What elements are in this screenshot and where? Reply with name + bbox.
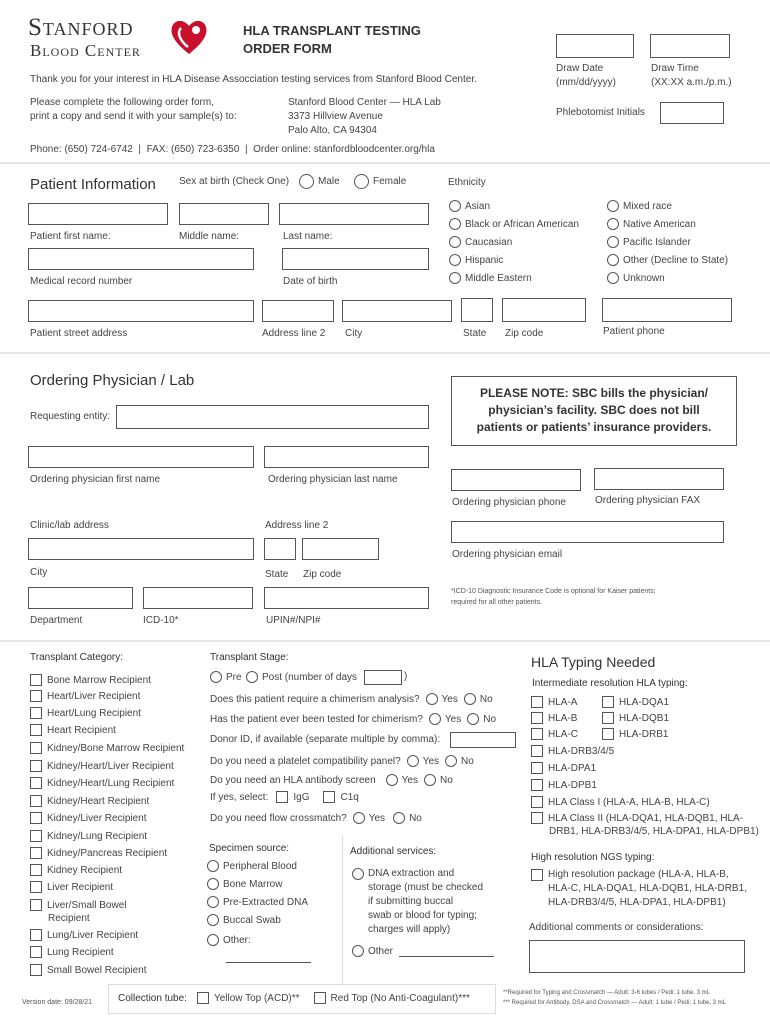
- patient-first-name-label: Patient first name:: [30, 231, 111, 242]
- ethnicity-option: Pacific Islander: [623, 236, 691, 248]
- high-resolution-label: High resolution NGS typing:: [531, 852, 655, 863]
- ethnicity-asian-radio[interactable]: [449, 200, 461, 212]
- heart-logo-icon: [168, 16, 210, 58]
- high-resolution-checkbox[interactable]: [531, 869, 543, 881]
- tube-note-1: **Required for Typing and Crossmatch — Adult: 3-6 tubes / Pedi: 1 tube, 3 mL: [503, 990, 711, 996]
- dna-extraction-radio[interactable]: [352, 868, 364, 880]
- transplant-stage-heading: Transplant Stage:: [210, 652, 289, 663]
- specimen-option: Peripheral Blood: [223, 860, 297, 872]
- typing-checkbox[interactable]: [531, 796, 543, 808]
- specimen-option: Bone Marrow: [223, 878, 283, 890]
- ethnicity-option: Mixed race: [623, 200, 672, 212]
- date-of-birth-label: Date of birth: [283, 276, 338, 287]
- ethnicity-black-radio[interactable]: [449, 218, 461, 230]
- category-label: Small Bowel Recipient: [47, 964, 147, 976]
- if-yes-select-label: If yes, select:: [210, 791, 269, 803]
- physician-last-name-label: Ordering physician last name: [268, 474, 398, 485]
- physician-last-name-input[interactable]: [264, 446, 429, 468]
- no-label: No: [483, 713, 497, 725]
- chimerism-tested-question: Has the patient ever been tested for chimerism?: [210, 713, 423, 725]
- category-checkbox[interactable]: [30, 881, 42, 893]
- sex-female-radio[interactable]: [354, 174, 369, 189]
- physician-email-label: Ordering physician email: [452, 549, 563, 560]
- typing-label: HLA-DRB3/4/5: [548, 745, 615, 757]
- category-label: Kidney/Heart Recipient: [47, 795, 150, 807]
- category-label: Liver Recipient: [47, 881, 114, 893]
- typing-label: HLA-DQB1: [619, 712, 670, 724]
- patient-last-name-label: Last name:: [283, 231, 333, 242]
- draw-time-label: Draw Time: [651, 63, 699, 74]
- form-title: [243, 22, 421, 58]
- yes-label: Yes: [368, 812, 386, 824]
- patient-middle-name-label: Middle name:: [179, 231, 240, 242]
- intermediate-resolution-label: Intermediate resolution HLA typing:: [532, 678, 688, 689]
- igg-checkbox[interactable]: [276, 791, 288, 803]
- patient-city-input[interactable]: [342, 300, 452, 322]
- physician-first-name-label: Ordering physician first name: [30, 474, 161, 485]
- medical-record-number-label: Medical record number: [30, 276, 133, 287]
- yellow-top-label: Yellow Top (ACD)**: [213, 992, 300, 1004]
- lab-address-line3: Palo Alto, CA 94304: [288, 125, 377, 136]
- chimerism-analysis-question: Does this patient require a chimerism analysis?: [210, 693, 420, 705]
- category-label: Kidney/Heart/Lung Recipient: [47, 777, 175, 789]
- upin-npi-input[interactable]: [264, 587, 429, 609]
- flow-no-radio[interactable]: [393, 812, 405, 824]
- clinic-address2-input[interactable]: [264, 538, 296, 560]
- ethnicity-option: Other (Decline to State): [623, 254, 729, 266]
- category-label: Kidney/Lung Recipient: [47, 830, 148, 842]
- hla-typing-heading: HLA Typing Needed: [531, 654, 656, 670]
- yes-label: Yes: [441, 693, 458, 705]
- category-checkbox[interactable]: [30, 929, 42, 941]
- no-label: No: [440, 774, 453, 786]
- physician-email-input[interactable]: [451, 521, 724, 543]
- category-checkbox[interactable]: [30, 707, 42, 719]
- billing-note: [451, 376, 737, 446]
- patient-phone-label: Patient phone: [603, 326, 665, 337]
- no-label: No: [409, 812, 422, 824]
- patient-state-input[interactable]: [461, 298, 493, 322]
- typing-label: HLA-DPB1: [548, 779, 597, 791]
- typing-label: HLA-DPA1: [548, 762, 597, 774]
- platelet-yes-radio[interactable]: [407, 755, 419, 767]
- category-checkbox[interactable]: [30, 964, 42, 976]
- physician-fax-input[interactable]: [594, 468, 724, 490]
- date-of-birth-input[interactable]: [282, 248, 429, 270]
- typing-checkbox[interactable]: [531, 779, 543, 791]
- services-other-radio[interactable]: [352, 945, 364, 957]
- chimerism-tested-no-radio[interactable]: [467, 713, 479, 725]
- phlebotomist-initials-input[interactable]: [660, 102, 724, 124]
- category-checkbox[interactable]: [30, 946, 42, 958]
- typing-class2-continued: DRB1, HLA-DRB3/4/5, HLA-DPA1, HLA-DPB1): [549, 826, 759, 837]
- ethnicity-middle-eastern-radio[interactable]: [449, 272, 461, 284]
- category-label: Kidney/Pancreas Recipient: [47, 847, 168, 859]
- category-checkbox[interactable]: [30, 674, 42, 686]
- no-label: No: [461, 755, 474, 767]
- post-days-close: ): [404, 671, 408, 682]
- logo-text-blood-center: Blood Center: [30, 41, 141, 60]
- c1q-checkbox[interactable]: [323, 791, 335, 803]
- ethnicity-option: Unknown: [623, 272, 665, 284]
- stage-post-label: Post (number of days: [262, 671, 358, 683]
- specimen-source-box: [195, 836, 343, 986]
- lab-address-line2: 3373 Hillview Avenue: [288, 111, 383, 122]
- ethnicity-pacific-islander-radio[interactable]: [607, 236, 619, 248]
- stage-pre-label: Pre: [226, 671, 242, 683]
- physician-first-name-input[interactable]: [28, 446, 254, 468]
- logo-text-stanford: Stanford: [28, 14, 134, 41]
- patient-zip-label: Zip code: [505, 328, 544, 339]
- form-title-line1: HLA TRANSPLANT TESTING: [243, 23, 421, 38]
- specimen-bone-marrow-radio[interactable]: [207, 878, 219, 890]
- patient-city-label: City: [345, 328, 363, 339]
- typing-label: HLA-DQA1: [619, 696, 670, 708]
- specimen-buccal-radio[interactable]: [207, 914, 219, 926]
- high-resolution-line: High resolution package (HLA-A, HLA-B,: [548, 869, 729, 880]
- typing-checkbox[interactable]: [602, 712, 614, 724]
- typing-checkbox[interactable]: [602, 696, 614, 708]
- ethnicity-option: Native American: [623, 218, 696, 230]
- instructions-line2: print a copy and send it with your sample(s) to:: [30, 111, 237, 122]
- category-checkbox[interactable]: [30, 724, 42, 736]
- logo: [28, 14, 213, 64]
- ethnicity-option: Asian: [465, 200, 491, 212]
- typing-checkbox[interactable]: [531, 812, 543, 824]
- department-label: Department: [30, 615, 83, 626]
- antibody-yes-radio[interactable]: [386, 774, 398, 786]
- ethnicity-native-american-radio[interactable]: [607, 218, 619, 230]
- contact-info: Phone: (650) 724-6742 | FAX: (650) 723-6350 | Order online: stanfordbloodcenter.org/hla: [30, 144, 435, 155]
- patient-phone-input[interactable]: [602, 298, 732, 322]
- comments-label: Additional comments or considerations:: [529, 922, 704, 933]
- draw-time-format: (XX:XX a.m./p.m.): [651, 77, 732, 88]
- chimerism-analysis-yes-radio[interactable]: [426, 693, 438, 705]
- donor-id-input[interactable]: [450, 732, 516, 748]
- red-top-label: Red Top (No Anti-Coagulant)***: [330, 992, 470, 1004]
- typing-checkbox[interactable]: [531, 762, 543, 774]
- platelet-question: Do you need a platelet compatibility panel?: [210, 755, 401, 767]
- category-checkbox[interactable]: [30, 742, 42, 754]
- category-label: Heart/Lung Recipient: [47, 707, 141, 719]
- requesting-entity-input[interactable]: [116, 405, 429, 429]
- tube-note-2: *** Required for Antibody, DSA and Crossmatch — Adult: 1 tube / Pedi: 1 tube, 3 mL: [503, 1000, 727, 1006]
- ethnicity-mixed-radio[interactable]: [607, 200, 619, 212]
- department-input[interactable]: [28, 587, 133, 609]
- patient-street-input[interactable]: [28, 300, 254, 322]
- icd-note-line1: *ICD-10 Diagnostic Insurance Code is optional for Kaiser patients;: [451, 588, 656, 595]
- ethnicity-option: Middle Eastern: [465, 272, 532, 284]
- intro-text: Thank you for your interest in HLA Disease Assocciation testing services from Stanford Blood Center.: [30, 74, 477, 85]
- icd-note-line2: required for all other patients.: [451, 599, 543, 606]
- patient-address2-label: Address line 2: [262, 328, 326, 339]
- no-label: No: [479, 693, 493, 705]
- dna-extraction-line: storage (must be checked: [368, 882, 484, 893]
- services-other-label: Other: [368, 945, 394, 957]
- requesting-entity-label: Requesting entity:: [30, 411, 111, 422]
- upin-npi-label: UPIN#/NPI#: [266, 615, 321, 626]
- specimen-option: Buccal Swab: [223, 914, 281, 926]
- draw-date-label: Draw Date: [556, 63, 604, 74]
- patient-last-name-input[interactable]: [279, 203, 429, 225]
- antibody-screen-question: Do you need an HLA antibody screen: [210, 774, 376, 786]
- comments-input[interactable]: [529, 940, 745, 973]
- specimen-option: Pre-Extracted DNA: [223, 896, 309, 908]
- chimerism-tested-yes-radio[interactable]: [429, 713, 441, 725]
- category-label: Liver/Small Bowel: [47, 899, 127, 911]
- medical-record-number-input[interactable]: [28, 248, 254, 270]
- draw-date-format: (mm/dd/yyyy): [556, 77, 616, 88]
- clinic-address2-label: Address line 2: [265, 520, 329, 531]
- category-checkbox[interactable]: [30, 760, 42, 772]
- sex-male-radio[interactable]: [299, 174, 314, 189]
- section-divider: [0, 352, 770, 354]
- typing-label: HLA Class I (HLA-A, HLA-B, HLA-C): [548, 796, 710, 808]
- typing-checkbox[interactable]: [531, 728, 543, 740]
- clinic-zip-input[interactable]: [302, 538, 379, 560]
- flow-crossmatch-question: Do you need flow crossmatch?: [210, 812, 347, 824]
- high-resolution-line: HLA-DRB3/4/5, HLA-DPA1, HLA-DPB1): [548, 897, 726, 908]
- patient-middle-name-input[interactable]: [179, 203, 269, 225]
- icd10-input[interactable]: [143, 587, 253, 609]
- specimen-dna-radio[interactable]: [207, 896, 219, 908]
- chimerism-analysis-no-radio[interactable]: [464, 693, 476, 705]
- typing-label: HLA Class II (HLA-DQA1, HLA-DQB1, HLA-: [548, 812, 744, 824]
- physician-fax-label: Ordering physician FAX: [595, 495, 701, 506]
- ethnicity-unknown-radio[interactable]: [607, 272, 619, 284]
- patient-street-label: Patient street address: [30, 328, 128, 339]
- version-date: Version date: 09/28/21: [22, 999, 93, 1006]
- category-checkbox[interactable]: [30, 847, 42, 859]
- sex-at-birth-label: Sex at birth (Check One): [179, 176, 290, 187]
- antibody-no-radio[interactable]: [424, 774, 436, 786]
- ethnicity-option: Black or African American: [465, 218, 579, 230]
- dna-extraction-line: DNA extraction and: [368, 868, 455, 879]
- category-label: Heart/Liver Recipient: [47, 690, 141, 702]
- patient-state-label: State: [463, 328, 487, 339]
- donor-id-label: Donor ID, if available (separate multiple by comma):: [210, 734, 441, 745]
- physician-phone-label: Ordering physician phone: [452, 497, 566, 508]
- patient-section-heading: Patient Information: [30, 176, 156, 193]
- clinic-city-label: City: [30, 567, 48, 578]
- category-checkbox[interactable]: [30, 864, 42, 876]
- specimen-option: Other:: [223, 934, 251, 946]
- specimen-source-heading: Specimen source:: [209, 843, 290, 854]
- typing-checkbox[interactable]: [602, 728, 614, 740]
- category-label: Kidney Recipient: [47, 864, 123, 876]
- typing-checkbox[interactable]: [531, 745, 543, 757]
- draw-time-input[interactable]: [650, 34, 730, 58]
- typing-checkbox[interactable]: [531, 696, 543, 708]
- services-other-input[interactable]: [399, 956, 494, 957]
- yes-label: Yes: [401, 774, 418, 786]
- additional-services-heading: Additional services:: [350, 846, 437, 857]
- c1q-label: C1q: [340, 791, 359, 803]
- ethnicity-other-radio[interactable]: [607, 254, 619, 266]
- ethnicity-caucasian-radio[interactable]: [449, 236, 461, 248]
- category-label: Kidney/Bone Marrow Recipient: [47, 742, 185, 754]
- phlebotomist-label: Phlebotomist Initials: [556, 107, 645, 118]
- category-checkbox[interactable]: [30, 777, 42, 789]
- yellow-top-checkbox[interactable]: [197, 992, 209, 1004]
- category-checkbox[interactable]: [30, 899, 42, 911]
- category-label: Bone Marrow Recipient: [47, 674, 151, 686]
- category-label: Lung Recipient: [47, 946, 114, 958]
- flow-yes-radio[interactable]: [353, 812, 365, 824]
- category-checkbox[interactable]: [30, 690, 42, 702]
- yes-label: Yes: [444, 713, 462, 725]
- transplant-category-heading: Transplant Category:: [30, 652, 124, 663]
- dna-extraction-line: swab or blood for typing;: [368, 910, 477, 921]
- specimen-other-input[interactable]: [226, 962, 311, 963]
- physician-section-heading: Ordering Physician / Lab: [30, 372, 195, 389]
- post-days-input[interactable]: [364, 670, 402, 685]
- section-divider: [0, 640, 770, 642]
- stage-post-radio[interactable]: [246, 671, 258, 683]
- sex-male-label: Male: [318, 176, 340, 187]
- clinic-state-label: State: [265, 569, 289, 580]
- stage-pre-radio[interactable]: [210, 671, 222, 683]
- category-label: Kidney/Heart/Liver Recipient: [47, 760, 174, 772]
- clinic-address-input[interactable]: [28, 538, 254, 560]
- category-label: Lung/Liver Recipient: [47, 929, 139, 941]
- category-checkbox[interactable]: [30, 830, 42, 842]
- billing-note-text: PLEASE NOTE: SBC bills the physician/ physician’s facility. SBC does not bill patients or patients’ insurance providers.: [476, 386, 712, 434]
- typing-label: HLA-C: [548, 728, 579, 740]
- yes-label: Yes: [422, 755, 440, 767]
- ethnicity-hispanic-radio[interactable]: [449, 254, 461, 266]
- icd10-label: ICD-10*: [143, 615, 179, 626]
- high-resolution-line: HLA-C, HLA-DQA1, HLA-DQB1, HLA-DRB1,: [548, 883, 747, 894]
- typing-label: HLA-A: [548, 696, 578, 708]
- patient-address2-input[interactable]: [262, 300, 334, 322]
- clinic-zip-label: Zip code: [303, 569, 342, 580]
- specimen-peripheral-radio[interactable]: [207, 860, 219, 872]
- patient-zip-input[interactable]: [502, 298, 586, 322]
- red-top-checkbox[interactable]: [314, 992, 326, 1004]
- typing-label: HLA-B: [548, 712, 578, 724]
- category-checkbox[interactable]: [30, 795, 42, 807]
- instructions-line1: Please complete the following order form,: [30, 97, 214, 108]
- clinic-address-label: Clinic/lab address: [30, 520, 109, 531]
- sex-female-label: Female: [373, 176, 407, 187]
- physician-phone-input[interactable]: [451, 469, 581, 491]
- form-title-line2: ORDER FORM: [243, 41, 332, 56]
- draw-date-input[interactable]: [556, 34, 634, 58]
- dna-extraction-line: charges will apply): [368, 924, 451, 935]
- igg-label: IgG: [293, 791, 310, 803]
- category-checkbox[interactable]: [30, 812, 42, 824]
- ethnicity-label: Ethnicity: [448, 177, 486, 188]
- typing-checkbox[interactable]: [531, 712, 543, 724]
- typing-label: HLA-DRB1: [619, 728, 669, 740]
- category-label-continued: Recipient: [48, 913, 90, 924]
- category-label: Kidney/Liver Recipient: [47, 812, 147, 824]
- ethnicity-option: Caucasian: [465, 236, 513, 248]
- collection-tube-label: Collection tube:: [118, 992, 187, 1004]
- patient-first-name-input[interactable]: [28, 203, 168, 225]
- category-label: Heart Recipient: [47, 724, 116, 736]
- specimen-other-radio[interactable]: [207, 934, 219, 946]
- platelet-no-radio[interactable]: [445, 755, 457, 767]
- section-divider: [0, 162, 770, 164]
- dna-extraction-line: if submitting buccal: [368, 896, 454, 907]
- ethnicity-option: Hispanic: [465, 254, 504, 266]
- lab-address-line1: Stanford Blood Center — HLA Lab: [288, 97, 441, 108]
